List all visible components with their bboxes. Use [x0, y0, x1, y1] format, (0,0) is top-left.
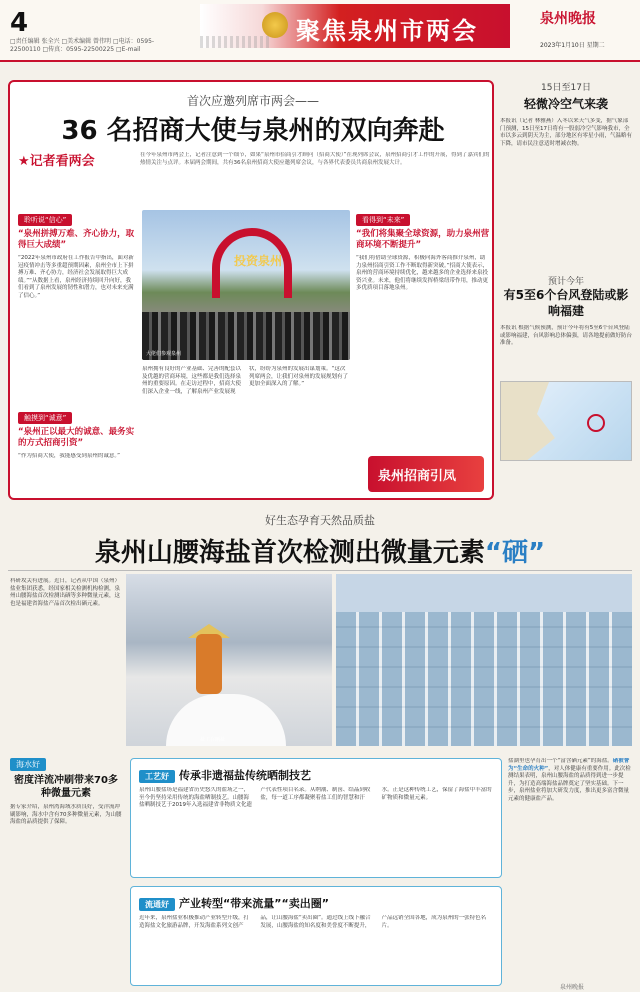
photo-worker — [196, 634, 222, 694]
skyline-decoration — [200, 36, 270, 48]
sea-bottom-left — [10, 752, 122, 987]
side-body: 本报讯 根据气候预测，预计今年将有5至6个台风登陆或影响福建，台风影响总体偏强，请各地提前做好防台准备。 — [500, 325, 632, 346]
side-body: 本报讯（记者 林雅燕）入冬以来天气多变，据气象部门预测，15日至17日将有一股弱冷空气影响我市，全市以多云到阴天为主，部分地区有零星小雨，气温略有下降，请市民注意适时增减衣物。 — [500, 118, 632, 147]
column-body: “2022年泉州市政府在工作报告中指出，面对新冠疫情冲击等多重超预期因素，泉州全市上下拼搏万难、齐心协力，经济社会发展取得巨大成绩。”“从数据上看，泉州经济持续回升向好，我们看到了泉州发展的韧性和潜力，也对未来充满了信心。” — [18, 255, 134, 299]
page-number: 4 — [10, 8, 29, 38]
side-news — [500, 80, 632, 490]
middle-column-text: 泉州拥有良好的产业基础、完善的配套以及优越的营商环境，这些都是我们选择泉州的重要原因。在走访过程中，招商大使们深入企业一线，了解泉州产业发展现状，纷纷为泉州的发展出谋划策。“这次列席两会，让我们对泉州的发展规划有了更加全面深入的了解。” — [142, 366, 349, 395]
sea-right-text-highlight: 硒被誉为“生命的火种” — [508, 758, 630, 772]
section-tag: 流通好 — [139, 898, 175, 911]
section-tag: 海水好 — [10, 758, 46, 771]
section-tag: 看得到“未来” — [356, 214, 410, 226]
top-story-headline: 36 名招商大使与泉州的双向奔赴 — [61, 116, 445, 146]
box-title — [139, 895, 329, 911]
sea-headline-highlight: “硒” — [484, 538, 546, 568]
emblem-icon — [262, 12, 288, 38]
page-header — [0, 0, 640, 62]
masthead-logo: 泉州晚报 — [540, 11, 596, 27]
sea-kicker: 好生态孕育天然品质盐 — [265, 514, 375, 527]
column-body: 据专家介绍，泉州湾海域水质良好，受洋流冲刷影响，海水中含有70多种微量元素，为山腰海盐的品质提供了保障。 — [10, 804, 122, 825]
banner-title: 聚焦泉州市两会 — [296, 17, 478, 45]
issue-date: 2023年1月10日 星期二 — [540, 42, 605, 49]
brand-box — [368, 456, 484, 492]
delegation-photo — [142, 210, 350, 360]
section-tag: 工艺好 — [139, 770, 175, 783]
editor-credit: □责任编辑 张全兴 □美术编辑 曾伟明 □电话：0595-22500110 □传真：0595-22500225 □E-mail — [10, 38, 155, 53]
box-title — [139, 767, 311, 783]
right-column — [356, 207, 490, 497]
craft-box — [130, 758, 502, 878]
brand-box-text: 泉州招商引凤 — [378, 469, 457, 484]
photo-salt-pans — [336, 612, 632, 746]
side-kicker: 预计今年 — [547, 277, 584, 287]
sea-headline — [0, 532, 640, 569]
sea-left-text: 科研攻关有进展。近日，记者从中国（泉州）盐业集团获悉，经国家相关检测机构检测，泉州山腰海盐首次检测出硒等多种微量元素，这也是福建省海盐产品首次检出硒元素。 — [10, 578, 121, 607]
footer-credit: 泉州晚报 — [560, 984, 585, 991]
box-title-text: 产业转型“带来流量”“卖出圈” — [179, 897, 329, 910]
side-headline: 轻微冷空气来袭 — [523, 97, 608, 111]
column-subtitle: 密度洋流冲刷带来70多种微量元素 — [14, 775, 118, 799]
column-body: “我们将借助全球资源，积极向海外客商推介泉州，助力泉州招商引资工作不断取得新突破。”招商大使表示，泉州的营商环境持续优化，越来越多的企业选择来泉投资兴业。未来，他们将继续发挥桥梁纽带作用，推动更多优质项目落地泉州。 — [356, 255, 489, 291]
side-headline: 有5至6个台风登陆或影响福建 — [503, 288, 629, 318]
sea-headline-text: 泉州山腰海盐首次检测出微量元素 — [94, 538, 485, 568]
reporter-label-text: 记者看两会 — [29, 154, 95, 169]
section-tag: 聆听说“信心” — [18, 214, 72, 226]
top-story-intro: 在今年泉州市两会上，记者注意到一个细节，如果“泉州市招商引才顾问（招商大使）”在现列席会议，泉州招商引才工作的开展，得到了嘉宾们的热情关注与点评。本届两会期间，共有36名泉州招商大使应邀列席会议，与各界代表委员共商泉州发展大计。 — [140, 152, 490, 166]
column-subtitle: “我们将集聚全球资源，助力泉州营商环境不断提升” — [356, 229, 490, 250]
star-icon: ★ — [18, 154, 30, 169]
circulation-box — [130, 886, 502, 986]
photo-sign: 投资泉州 — [234, 254, 283, 268]
photo-caption: 盐工在晒盐 — [200, 737, 226, 743]
typhoon-map — [500, 381, 632, 461]
divider — [8, 570, 632, 571]
left-column — [18, 207, 136, 497]
top-story-kicker: 首次应邀列席市两会—— — [186, 94, 319, 108]
salt-worker-photo — [126, 574, 332, 746]
box-body: 泉州山腰盐场是福建省历史悠久的盐场之一，至今仍坚持采用传统的海盐晒制技艺。山腰海盐晒制技艺于2019年入选福建省非物质文化遗产代表性项目名录。从纳潮、制卤、结晶到收盐，每一道工序都凝聚着盐工们的智慧和汗水。正是这种传统工艺，保留了海盐中丰富的矿物质和微量元素。 — [139, 787, 492, 808]
box-title-text: 传承非遗福盐传统晒制技艺 — [179, 769, 311, 782]
box-body: 近年来，泉州盐业积极推动产业转型升级，打造海盐文化旅游品牌，开发海盐系列文创产品，让山腰海盐“卖出圈”。通过线上线下融合发展，山腰海盐的知名度和美誉度不断提升，产品远销全国各地，成为泉州的一张特色名片。 — [139, 915, 487, 929]
sea-salt-story — [0, 512, 640, 992]
side-kicker: 15日至17日 — [541, 83, 591, 93]
column-subtitle: “泉州拼搏万难、齐心协力，取得巨大成绩” — [18, 229, 135, 250]
column-body: “作为招商大使，我能感受到泉州的诚意。” — [18, 453, 120, 459]
sea-right-text — [508, 758, 632, 986]
reporter-label — [18, 150, 95, 169]
map-land — [501, 382, 561, 461]
section-tag: 触摸到“诚意” — [18, 412, 72, 424]
sea-right-text-pre: 盐湖里也孕育出一个“富含硒元素”的海盐。 — [508, 758, 613, 764]
photo-caption: 大佬们参观泉州 — [146, 351, 182, 357]
sea-right-text-post: ，对人体健康有重要作用。此次检测结果表明，泉州山腰海盐的品质得到进一步提升，为打造高端海盐品牌奠定了坚实基础。下一步，泉州盐业将加大研发力度，推出更多富含微量元素的健康盐产品。 — [508, 765, 631, 802]
column-subtitle: “泉州正以最大的诚意、最务实的方式招商引资” — [18, 427, 135, 448]
top-story — [8, 80, 494, 500]
salt-pans-photo — [336, 574, 632, 746]
photo-salt-pile — [166, 694, 286, 746]
typhoon-icon — [587, 414, 605, 432]
